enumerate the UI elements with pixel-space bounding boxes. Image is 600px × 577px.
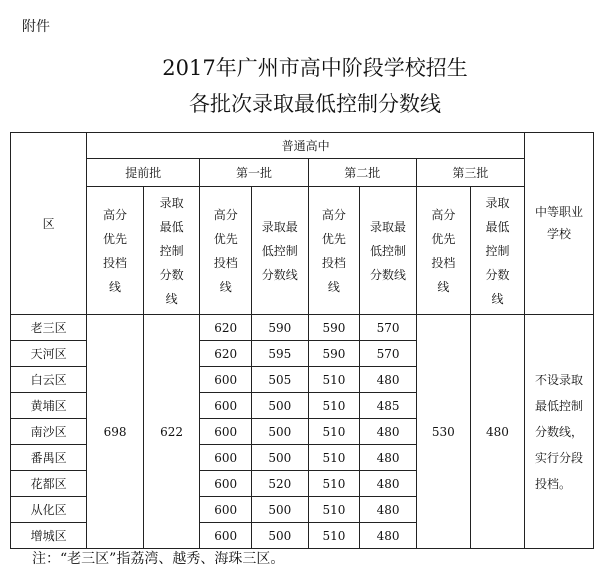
first-min-cell: 595 [252, 341, 309, 367]
district-cell: 花都区 [11, 471, 87, 497]
score-table [10, 132, 594, 549]
first-min-cell: 500 [252, 497, 309, 523]
first-priority-cell: 600 [200, 393, 252, 419]
second-priority-cell: 510 [308, 393, 360, 419]
first-min-cell: 505 [252, 367, 309, 393]
third-min-value: 480 [470, 315, 524, 549]
first-priority-header: 高分优先投档线 [200, 187, 252, 315]
second-min-cell: 480 [360, 523, 417, 549]
second-priority-cell: 510 [308, 367, 360, 393]
first-min-cell: 500 [252, 419, 309, 445]
first-priority-cell: 600 [200, 523, 252, 549]
vocational-header-text: 中等职业学校 [535, 205, 584, 241]
first-min-cell: 520 [252, 471, 309, 497]
second-priority-cell: 590 [308, 315, 360, 341]
second-priority-cell: 510 [308, 497, 360, 523]
vocational-header [525, 133, 594, 315]
first-min-header: 录取最低控制分数线 [252, 187, 309, 315]
first-priority-cell: 600 [200, 367, 252, 393]
second-min-cell: 480 [360, 445, 417, 471]
district-header: 区 [11, 133, 87, 315]
early-min-header: 录取最低控制分数线 [143, 187, 200, 315]
batch-early-header: 提前批 [87, 159, 200, 187]
first-priority-cell: 600 [200, 419, 252, 445]
district-cell: 南沙区 [11, 419, 87, 445]
second-min-cell: 485 [360, 393, 417, 419]
second-min-cell: 570 [360, 315, 417, 341]
second-priority-cell: 510 [308, 419, 360, 445]
batch-third-header: 第三批 [416, 159, 524, 187]
second-min-header: 录取最低控制分数线 [360, 187, 417, 315]
batch-first-header: 第一批 [200, 159, 308, 187]
general-high-header: 普通高中 [87, 133, 525, 159]
first-min-cell: 500 [252, 445, 309, 471]
second-min-cell: 480 [360, 497, 417, 523]
district-cell: 黄埔区 [11, 393, 87, 419]
third-min-header: 录取最低控制分数线 [470, 187, 524, 315]
second-priority-cell: 590 [308, 341, 360, 367]
second-priority-cell: 510 [308, 523, 360, 549]
first-priority-cell: 620 [200, 315, 252, 341]
second-min-cell: 570 [360, 341, 417, 367]
district-cell: 番禺区 [11, 445, 87, 471]
first-priority-cell: 600 [200, 445, 252, 471]
district-cell: 增城区 [11, 523, 87, 549]
district-cell: 从化区 [11, 497, 87, 523]
early-priority-header: 高分优先投档线 [87, 187, 144, 315]
district-cell: 老三区 [11, 315, 87, 341]
batch-second-header: 第二批 [308, 159, 416, 187]
second-min-cell: 480 [360, 471, 417, 497]
district-cell: 白云区 [11, 367, 87, 393]
first-min-cell: 500 [252, 523, 309, 549]
first-priority-cell: 600 [200, 471, 252, 497]
page-title-line-1: 2017年广州市高中阶段学校招生 [162, 56, 468, 80]
page-title-line-2: 各批次录取最低控制分数线 [189, 92, 441, 116]
first-min-cell: 590 [252, 315, 309, 341]
third-priority-value: 530 [416, 315, 470, 549]
second-min-cell: 480 [360, 419, 417, 445]
second-priority-cell: 510 [308, 445, 360, 471]
vocational-note: 不设录取最低控制分数线，实行分段投档。 [525, 315, 594, 549]
footnote: 注：“老三区”指荔湾、越秀、海珠三区。 [32, 551, 285, 567]
first-priority-cell: 600 [200, 497, 252, 523]
first-min-cell: 500 [252, 393, 309, 419]
second-priority-cell: 510 [308, 471, 360, 497]
second-min-cell: 480 [360, 367, 417, 393]
attachment-label: 附件 [22, 19, 50, 35]
early-priority-value: 698 [87, 315, 144, 549]
early-min-value: 622 [143, 315, 200, 549]
table-row [11, 315, 594, 341]
second-priority-header: 高分优先投档线 [308, 187, 360, 315]
district-cell: 天河区 [11, 341, 87, 367]
first-priority-cell: 620 [200, 341, 252, 367]
third-priority-header: 高分优先投档线 [416, 187, 470, 315]
